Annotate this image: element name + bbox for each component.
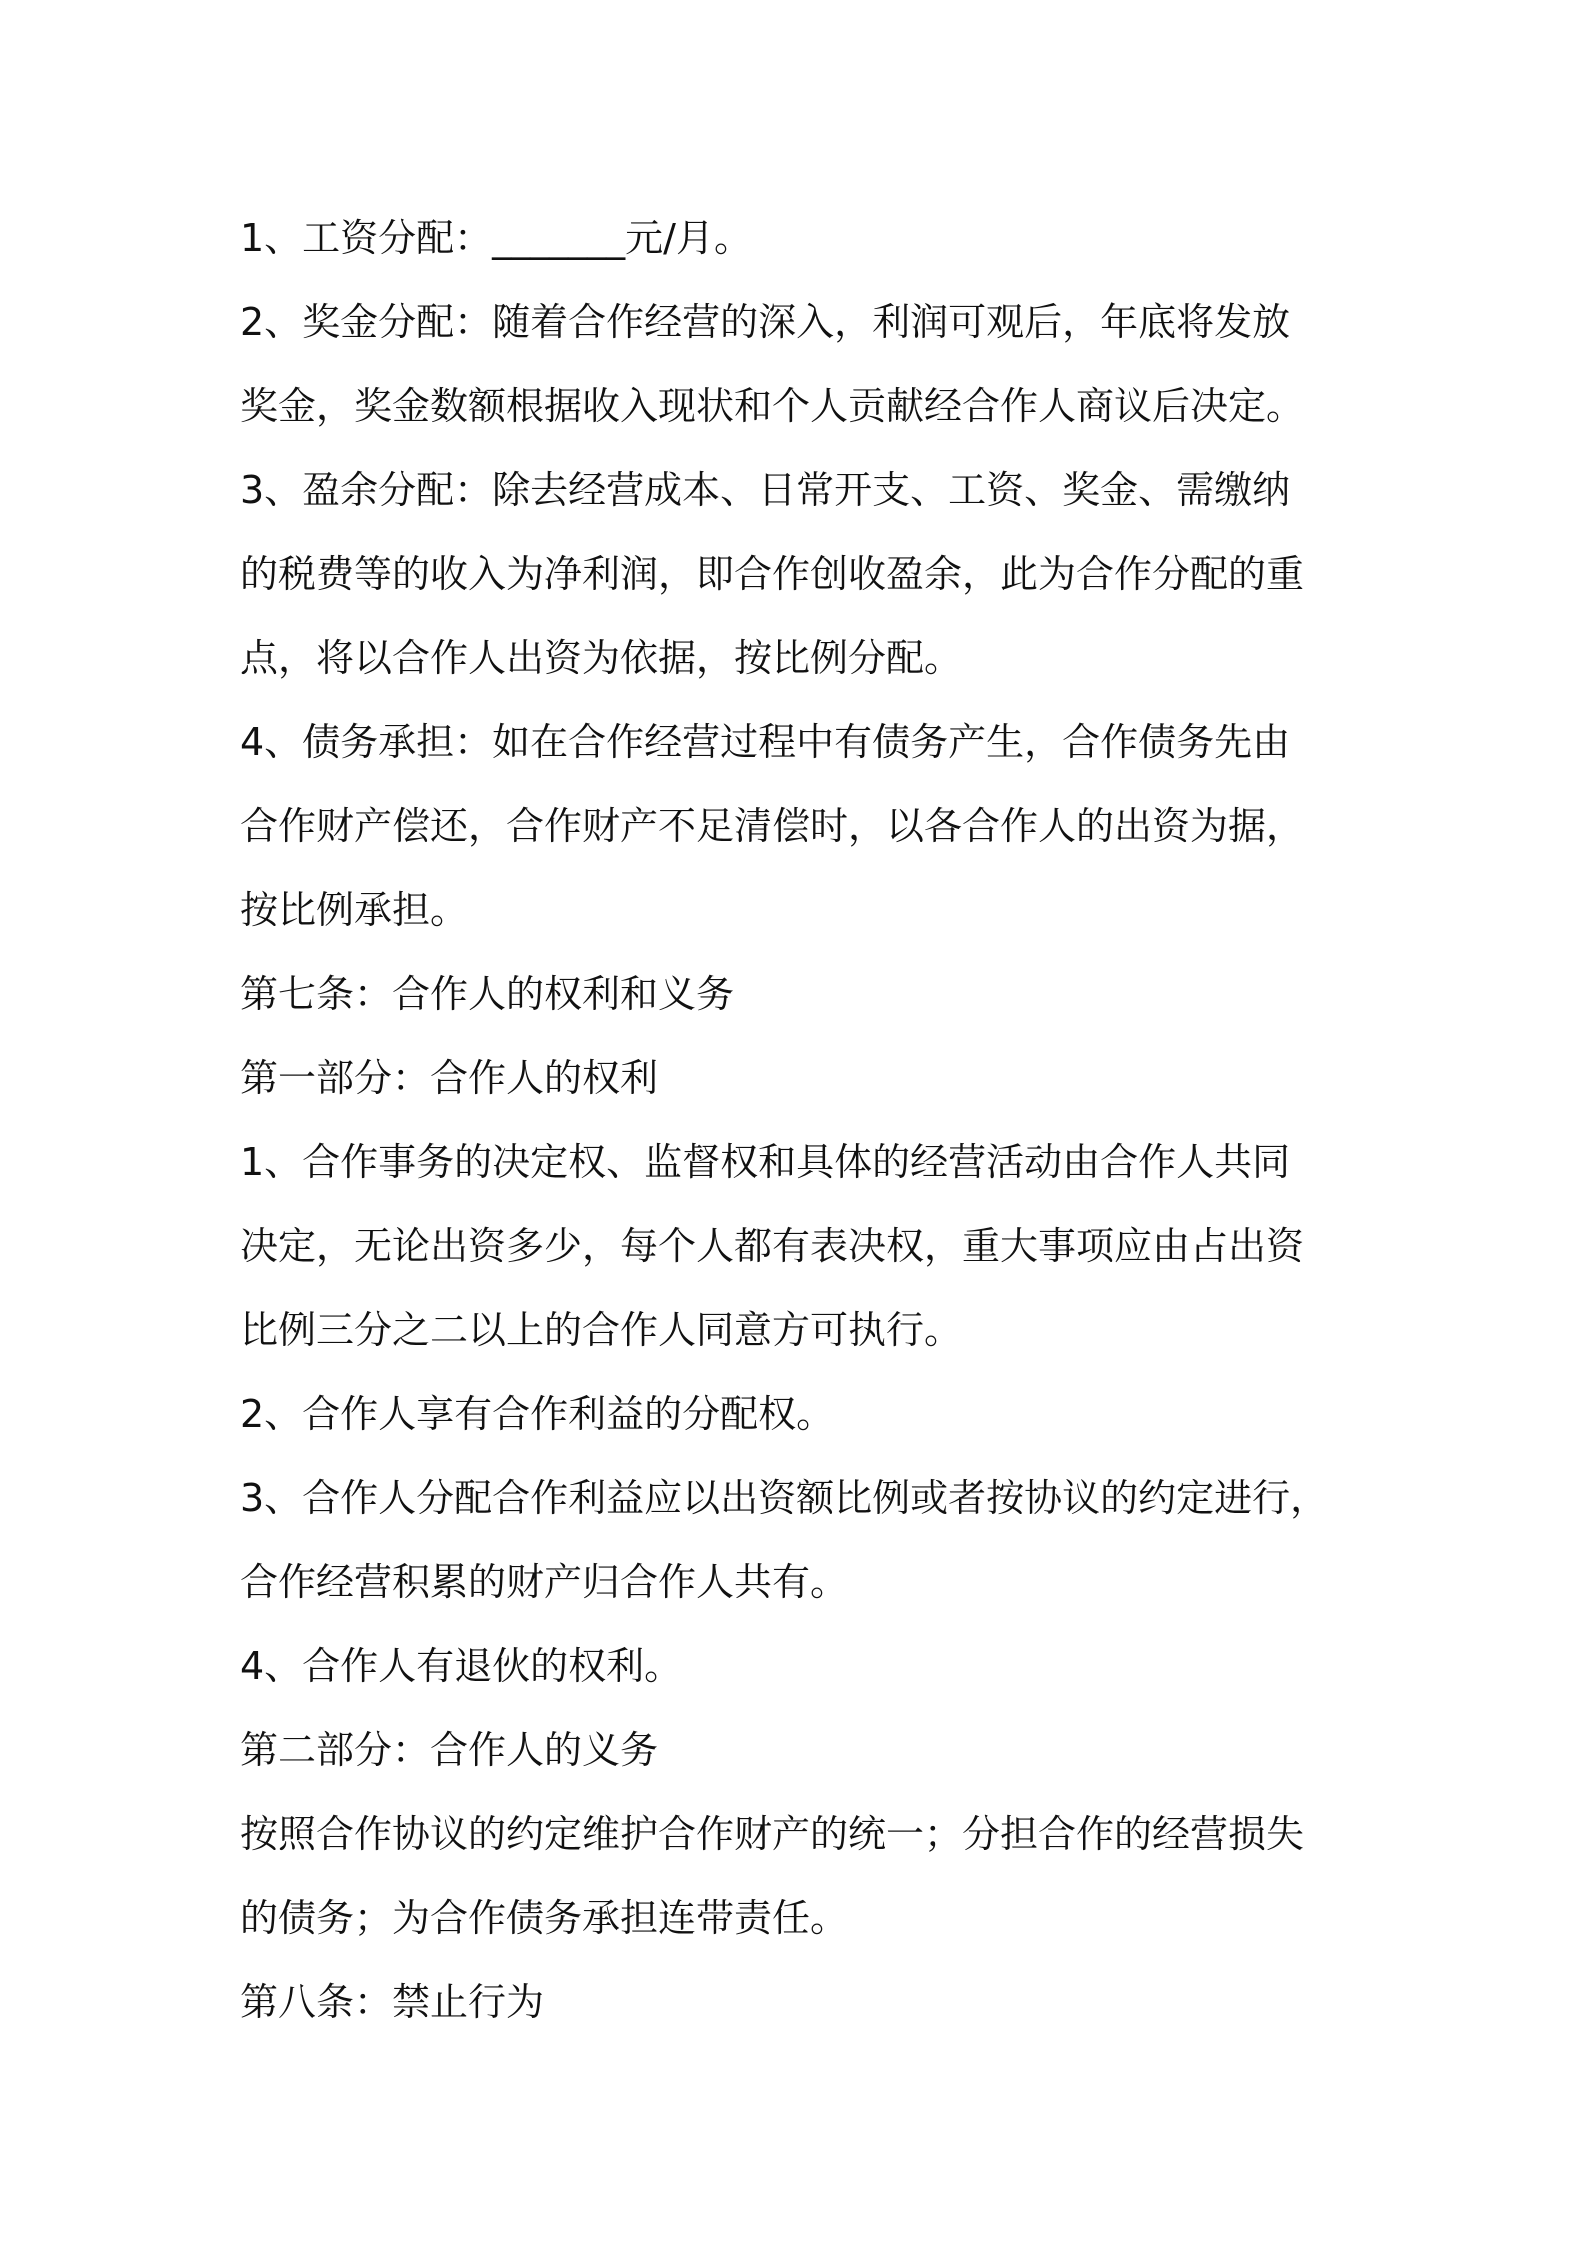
- paragraph-right-distribution: [240, 1372, 1370, 1456]
- text-line: 合作财产偿还，合作财产不足清偿时，以各合作人的出资为据，: [240, 804, 1305, 848]
- text-line: 按比例承担。: [240, 888, 469, 932]
- text-line: 4、合作人有退伙的权利。: [240, 1644, 683, 1688]
- text-line: 点，将以合作人出资为依据，按比例分配。: [240, 636, 963, 680]
- text-line: 3、盈余分配：除去经营成本、日常开支、工资、奖金、需缴纳: [240, 468, 1291, 512]
- text-line: 按照合作协议的约定维护合作财产的统一；分担合作的经营损失: [240, 1812, 1305, 1856]
- paragraph-debt-bearing: [240, 700, 1370, 952]
- text-line: 决定，无论出资多少，每个人都有表决权，重大事项应由占出资: [240, 1224, 1305, 1268]
- text-line: 1、合作事务的决定权、监督权和具体的经营活动由合作人共同: [240, 1140, 1291, 1184]
- paragraph-surplus-distribution: [240, 448, 1370, 700]
- document-body: [240, 196, 1370, 2044]
- heading-part-two: [240, 1708, 1370, 1792]
- text-line: 2、奖金分配：随着合作经营的深入，利润可观后，年底将发放: [240, 300, 1291, 344]
- text-line: 第二部分：合作人的义务: [240, 1728, 659, 1772]
- heading-article-eight: [240, 1960, 1370, 2044]
- text-line: 2、合作人享有合作利益的分配权。: [240, 1392, 835, 1436]
- text-line: 1、工资分配：_______元/月。: [240, 216, 752, 260]
- paragraph-right-decision: [240, 1120, 1370, 1372]
- text-line: 合作经营积累的财产归合作人共有。: [240, 1560, 849, 1604]
- paragraph-bonus-distribution: [240, 280, 1370, 448]
- heading-article-seven: [240, 952, 1370, 1036]
- text-line: 奖金，奖金数额根据收入现状和个人贡献经合作人商议后决定。: [240, 384, 1305, 428]
- text-line: 4、债务承担：如在合作经营过程中有债务产生，合作债务先由: [240, 720, 1291, 764]
- paragraph-right-allocation: [240, 1456, 1370, 1624]
- text-line: 的债务；为合作债务承担连带责任。: [240, 1896, 849, 1940]
- paragraph-right-withdrawal: [240, 1624, 1370, 1708]
- text-line: 第一部分：合作人的权利: [240, 1056, 659, 1100]
- text-line: 第八条：禁止行为: [240, 1980, 545, 2024]
- text-line: 的税费等的收入为净利润，即合作创收盈余，此为合作分配的重: [240, 552, 1305, 596]
- text-line: 比例三分之二以上的合作人同意方可执行。: [240, 1308, 963, 1352]
- paragraph-wage-distribution: [240, 196, 1370, 280]
- text-line: 3、合作人分配合作利益应以出资额比例或者按协议的约定进行，: [240, 1476, 1329, 1520]
- paragraph-obligations: [240, 1792, 1370, 1960]
- text-line: 第七条：合作人的权利和义务: [240, 972, 735, 1016]
- heading-part-one: [240, 1036, 1370, 1120]
